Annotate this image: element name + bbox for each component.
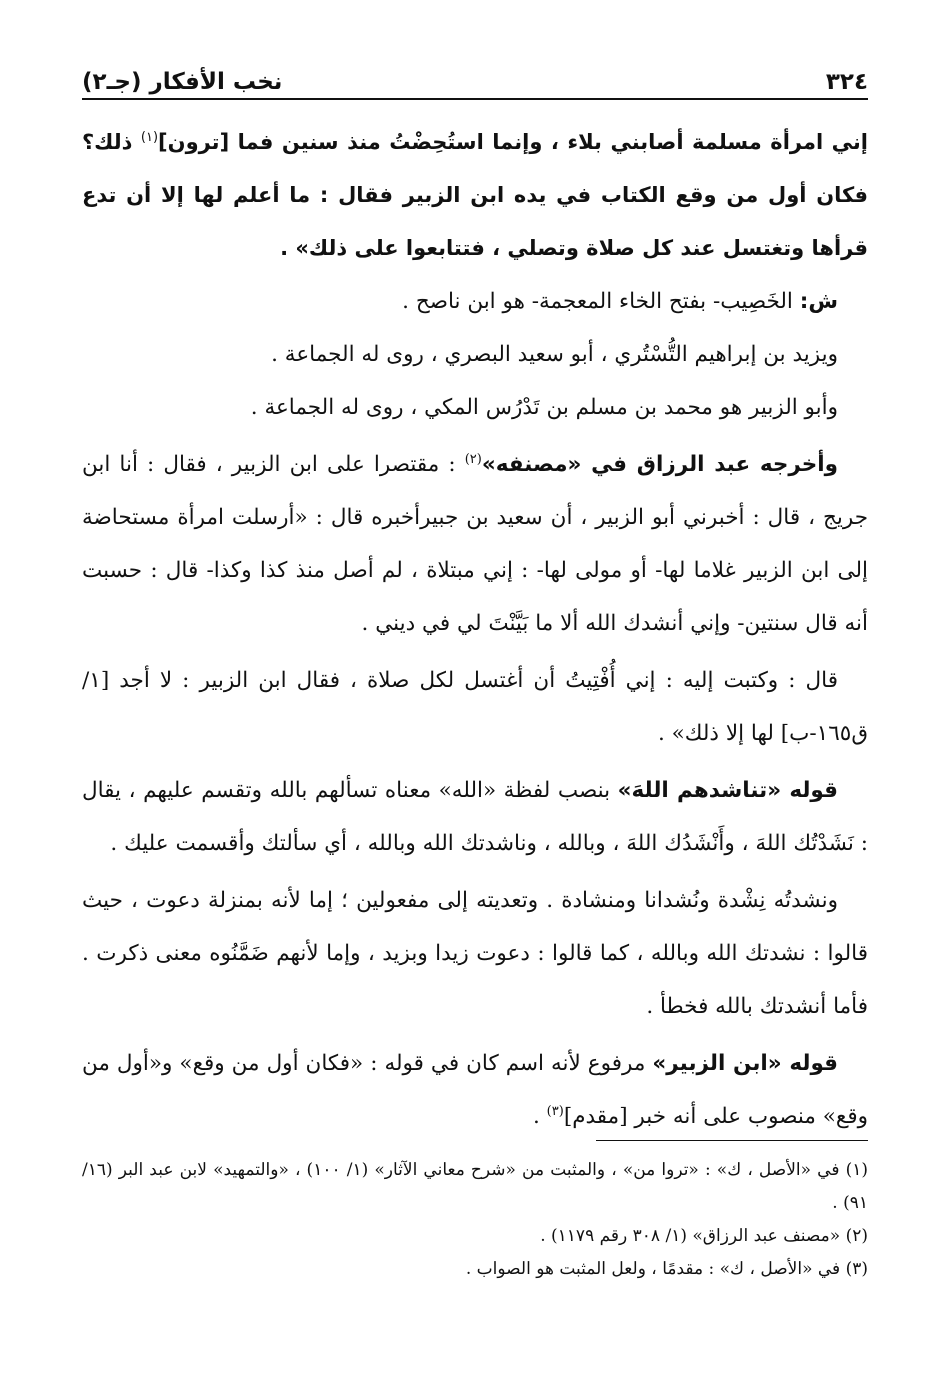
narrator-paragraph xyxy=(82,328,868,381)
syntax-text-end: . xyxy=(533,1104,547,1129)
narrator-text: ويزيد بن إبراهيم التُّسْتُري ، أبو سعيد البصري ، روى له الجماعة . xyxy=(271,342,838,367)
commentary-paragraph xyxy=(82,275,868,328)
hadith-paragraph xyxy=(82,116,868,275)
explanation-lead: قوله «تناشدهم اللهَ» xyxy=(617,778,838,803)
quote-text: قال : وكتبت إليه : إني أُفْتِيتُ أن أغتسل لكل صلاة ، فقال ابن الزبير : لا أجد [١/ق١٦٥-ب] لها إلا ذلك» . xyxy=(82,668,868,746)
footnote-1: (١) في «الأصل ، ك» : «تروا من» ، والمثبت من «شرح معاني الآثار» (١/ ١٠٠) ، «والتمهيد» لابن عبد البر (١٦/ ٩١) . xyxy=(82,1160,868,1213)
running-title: نخب الأفكار (جـ٢) xyxy=(82,69,283,95)
syntax-text: مرفوع لأنه اسم كان في قوله : «فكان أول من وقع» و«أول من وقع» منصوب على أنه خبر [مقدم] xyxy=(82,1051,868,1129)
quote-paragraph xyxy=(82,654,868,760)
footnote-ref-3: (٣) xyxy=(546,1103,564,1119)
grammar-text: ونشدتُه نِشْدة ونُشدانا ومنشادة . وتعديته إلى مفعولين ؛ إما لأنه بمنزلة دعوت ، حيث قالوا : نشدتك الله وبالله ، كما قالوا : دعوت زيدا وبزيد ، وإما لأنهم ضَمَّنُوه معنى ذكرت . فأما أنشدتك بالله فخطأ . xyxy=(82,888,868,1019)
footnotes xyxy=(82,1154,868,1286)
footnote-ref-2: (٢) xyxy=(464,451,482,467)
commentary-marker: ش: xyxy=(799,289,838,314)
syntax-lead: قوله «ابن الزبير» xyxy=(652,1051,839,1076)
hadith-text-start: إني امرأة مسلمة أصابني بلاء ، وإنما استُحِضْتُ منذ سنين فما [ترون] xyxy=(158,130,868,154)
page-number: ٣٢٤ xyxy=(825,69,868,95)
syntax-paragraph xyxy=(82,1037,868,1143)
hadith-text-end: ذلك؟ فكان أول من وقع الكتاب في يده ابن الزبير فقال : ما أعلم لها إلا أن تدع قرأها وتغتسل عند كل صلاة وتصلي ، فتتابعوا على ذلك» . xyxy=(82,130,868,260)
source-paragraph xyxy=(82,438,868,650)
book-page xyxy=(82,0,868,1381)
narrator-paragraph xyxy=(82,381,868,434)
source-lead: وأخرجه عبد الرزاق في «مصنفه» xyxy=(481,452,839,477)
footnote-ref-1: (١) xyxy=(140,130,159,145)
footnote-2: (٢) «مصنف عبد الرزاق» (١/ ٣٠٨ رقم ١١٧٩) . xyxy=(540,1226,868,1246)
page-header xyxy=(82,54,868,94)
main-text xyxy=(82,116,868,1143)
explanation-paragraph xyxy=(82,764,868,870)
commentary-text: الخَصِيب- بفتح الخاء المعجمة- هو ابن ناصح . xyxy=(402,289,800,314)
source-text: : مقتصرا على ابن الزبير ، فقال : أنا ابن جريج ، قال : أخبرني أبو الزبير ، أن سعيد بن جبيرأخبره قال : «أرسلت امرأة مستحاضة إلى ابن الزبير غلاما لها- أو مولى لها- : إني مبتلاة ، لم أصل منذ كذا وكذا- قال : حسبت أنه قال سنتين- وإني أنشدك الله ألا ما بَيَّنْتَ لي في ديني . xyxy=(82,452,868,636)
header-divider xyxy=(82,98,868,100)
grammar-paragraph xyxy=(82,874,868,1033)
footnote-3: (٣) في «الأصل ، ك» : مقدمًا ، ولعل المثبت هو الصواب . xyxy=(465,1259,868,1279)
footnote-divider xyxy=(596,1140,868,1141)
explanation-text: بنصب لفظة «الله» معناه تسألهم بالله وتقسم عليهم ، يقال : نَشَدْتُك اللهَ ، وأَنْشَدُك اللهَ ، وبالله ، وناشدتك الله وبالله ، أي سألتك وأقسمت عليك . xyxy=(82,778,868,856)
narrator-text: وأبو الزبير هو محمد بن مسلم بن تَدْرُس المكي ، روى له الجماعة . xyxy=(250,395,838,420)
